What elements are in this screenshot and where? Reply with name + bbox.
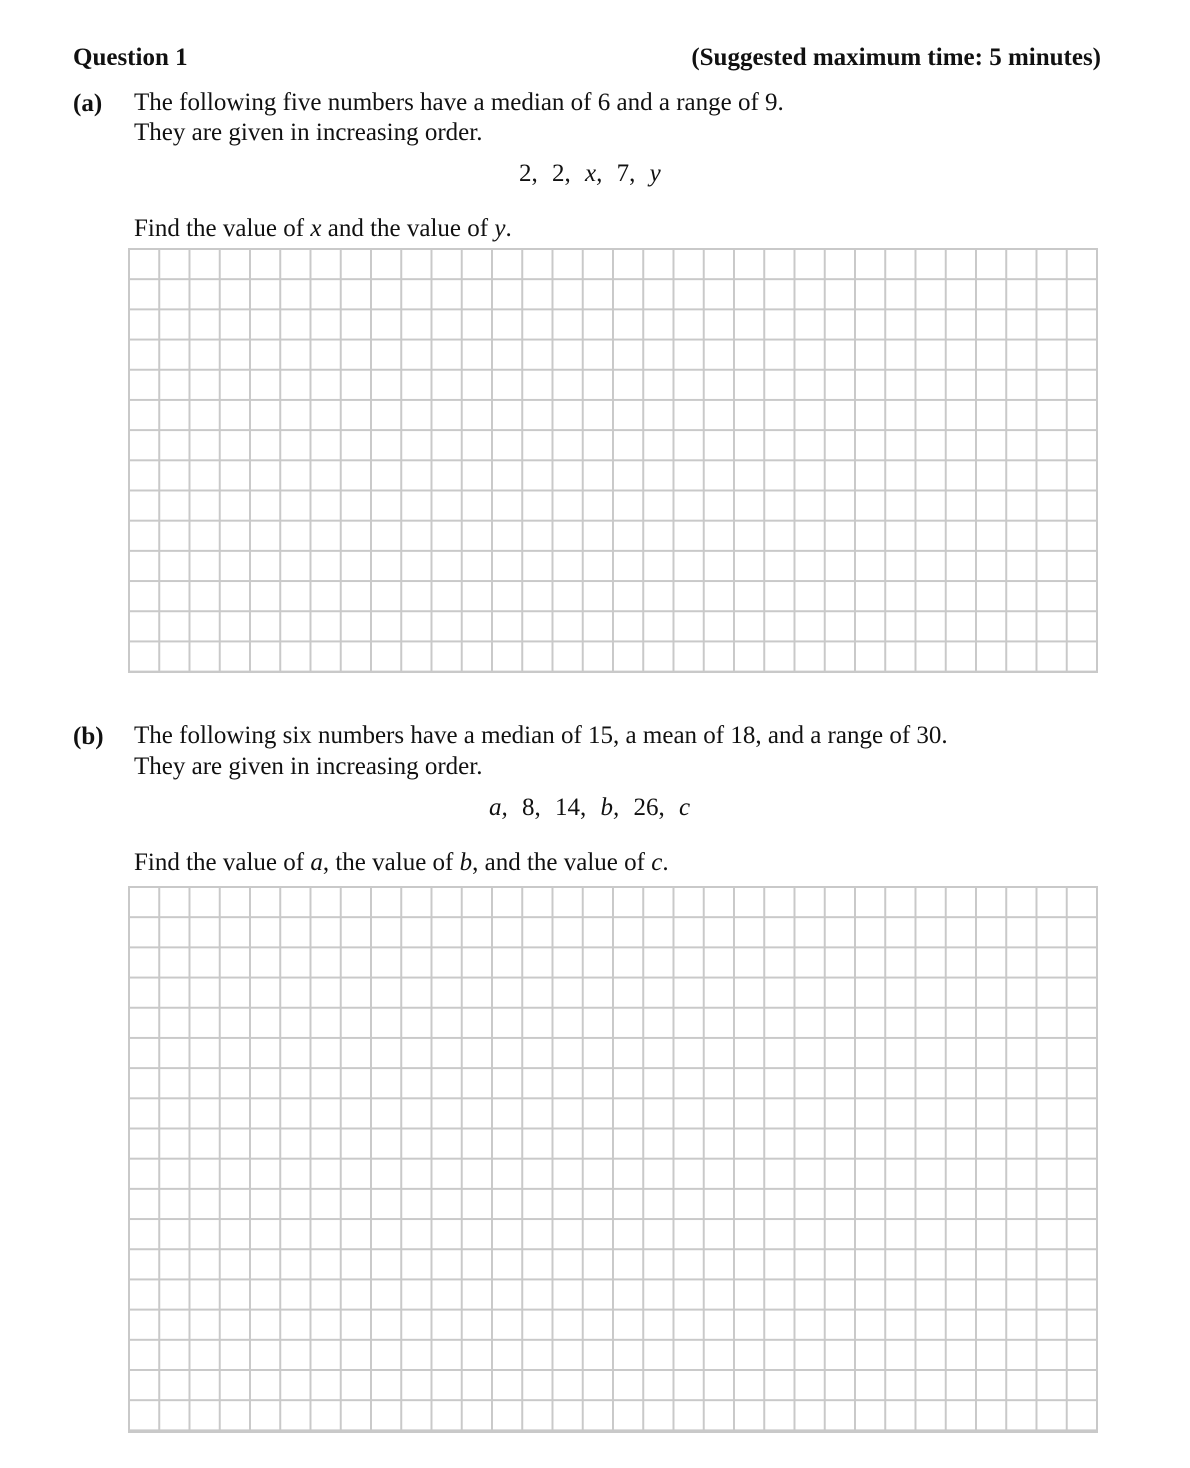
answer-grid-a[interactable] xyxy=(128,248,1098,673)
suggested-time: (Suggested maximum time: 5 minutes) xyxy=(691,44,1101,71)
part-a-line2: They are given in increasing order. xyxy=(134,119,483,146)
seq-a-item: y xyxy=(649,160,661,187)
question-title: Question 1 xyxy=(73,44,188,71)
seq-a-item: 2, xyxy=(519,160,538,187)
part-b-line1: The following six numbers have a median of 15, a mean of 18, and a range of 30. xyxy=(134,722,948,749)
part-b-label: (b) xyxy=(73,723,104,750)
part-a-line1: The following five numbers have a median of 6 and a range of 9. xyxy=(134,89,784,116)
seq-b-item: 14, xyxy=(555,794,587,821)
part-b-line2: They are given in increasing order. xyxy=(134,753,483,780)
seq-b-item: a, xyxy=(489,794,508,821)
seq-a-item: 2, xyxy=(552,160,571,187)
part-b-instruction: Find the value of a, the value of b, and the value of c. xyxy=(134,849,669,876)
seq-a-item: x, xyxy=(585,160,603,187)
part-b-sequence xyxy=(489,794,690,822)
part-a-label: (a) xyxy=(73,90,103,117)
seq-a-item: 7, xyxy=(616,160,636,187)
seq-b-item: 26, xyxy=(633,794,665,821)
part-a-sequence xyxy=(519,160,661,188)
seq-b-item: c xyxy=(679,794,691,821)
seq-b-item: 8, xyxy=(522,794,541,821)
part-a-instruction: Find the value of x and the value of y. xyxy=(134,215,512,242)
seq-b-item: b, xyxy=(600,794,620,821)
answer-grid-b[interactable] xyxy=(128,886,1098,1433)
